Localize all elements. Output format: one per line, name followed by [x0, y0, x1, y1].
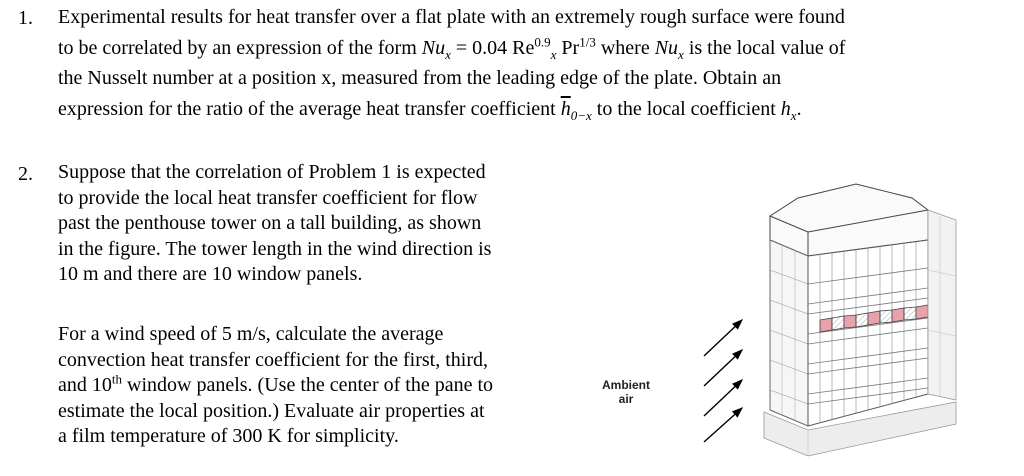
problem-2-b-line-3 [58, 373, 493, 399]
nux-subscript: x [678, 46, 684, 62]
wind-arrows [704, 320, 742, 442]
problem-1-line-1: Experimental results for heat transfer over a flat plate with an extremely rough surface were found [58, 6, 845, 28]
line2-post: is the local value of [683, 36, 846, 59]
reynolds-subscript: x [550, 46, 557, 62]
hx-subscript: x [790, 107, 797, 123]
ambient-air-label [597, 378, 655, 406]
problem-1-line-2 [58, 33, 845, 64]
h-bar-symbol: $\overline{h}$ [560, 97, 571, 120]
wind-arrow [704, 380, 742, 416]
problem-2-number: 2. [18, 163, 33, 185]
problem-2-line-4: in the figure. The tower length in the wind direction is [58, 237, 492, 260]
problem-2-b-line-5: a film temperature of 300 K for simplicity. [58, 425, 399, 447]
reynolds-exponent: 0.9 [534, 33, 551, 49]
problem-2-line-5: 10 m and there are 10 window panels. [58, 263, 363, 285]
problem-2-b-line-2: convection heat transfer coefficient for the first, third, [58, 348, 489, 371]
nux-symbol: Nu [654, 36, 679, 59]
problem-2-line-1: Suppose that the correlation of Problem 1 is expected [58, 161, 486, 183]
problem-1-text [58, 2, 845, 124]
penthouse-tower-figure [660, 180, 980, 470]
wind-arrow [704, 408, 742, 442]
tower-left-face [770, 240, 808, 426]
problem-2-line-2: to provide the local heat transfer coefficient for flow [58, 186, 478, 209]
tower-front-face [808, 240, 928, 426]
h-bar-subscript: 0−x [570, 107, 592, 123]
wind-arrow [704, 320, 742, 356]
hx-symbol: h [780, 97, 791, 120]
line4-mid: to the local coefficient [591, 97, 781, 120]
problem-2-part-a [58, 160, 491, 288]
problem-2-b-line-1: For a wind speed of 5 m/s, calculate the average [58, 323, 444, 345]
problem-2-line-3: past the penthouse tower on a tall building, as shown [58, 212, 482, 234]
ambient-label-line-2: air [618, 392, 634, 406]
prandtl-symbol: Pr [556, 36, 580, 59]
building-right-edge [928, 210, 956, 400]
problem-2-b-line-4: estimate the local position.) Evaluate air properties at [58, 399, 485, 422]
ordinal-suffix: th [111, 371, 123, 387]
b-line3-pre: and 10 [58, 374, 112, 396]
problem-1-line-4 [58, 94, 845, 125]
b-line3-post: window panels. (Use the center of the pane to [122, 374, 494, 396]
nusselt-subscript: x [445, 46, 451, 62]
line2-pre: to be correlated by an expression of the form [58, 36, 422, 59]
problem-1-number: 1. [18, 7, 33, 29]
nusselt-symbol: Nu [421, 36, 446, 59]
prandtl-exponent: 1/3 [579, 33, 596, 49]
line4-pre: expression for the ratio of the average heat transfer coefficient [58, 97, 561, 120]
wind-arrow [704, 350, 742, 386]
equation-middle: = 0.04 Re [450, 36, 535, 59]
line4-end: . [796, 97, 802, 120]
ambient-label-line-1: Ambient [602, 378, 650, 392]
line2-where: where [595, 36, 655, 59]
problem-1-line-3: the Nusselt number at a position x, measured from the leading edge of the plate. Obtain an [58, 67, 782, 89]
problem-2-part-b [58, 322, 493, 450]
